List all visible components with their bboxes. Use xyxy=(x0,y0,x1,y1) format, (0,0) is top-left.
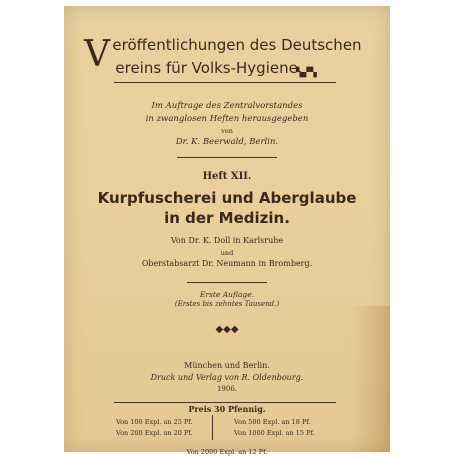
book-cover xyxy=(64,6,390,456)
title-line2: in der Medizin. xyxy=(164,209,290,227)
authors-rule xyxy=(187,282,267,283)
series-title-line2 xyxy=(46,59,372,77)
price-divider xyxy=(212,415,213,440)
edition-line1: Erste Auflage. xyxy=(199,290,255,299)
author-line3: Oberstabsarzt Dr. Neumann in Bromberg. xyxy=(141,259,313,268)
price-right-1: Von 500 Expl. an 18 Pf. xyxy=(234,418,311,426)
price-bottom-row xyxy=(64,439,390,458)
initial-letter: V xyxy=(84,34,110,75)
price-title: Preis 30 Pfennig. xyxy=(188,404,266,414)
publisher-line2: Druck und Verlag von R. Oldenbourg. xyxy=(150,373,304,382)
edition-line2: (Erstes bis zehntes Tausend.) xyxy=(174,300,280,308)
publisher-year: 1906. xyxy=(216,385,238,393)
price-bottom: Von 2000 Expl. an 12 Pf. xyxy=(186,448,268,456)
title-line1: Kurpfuscherei und Aberglaube xyxy=(97,189,357,207)
editor-line1: Im Auftrage des Zentralvorstandes xyxy=(151,101,303,111)
author-line2: und xyxy=(220,249,234,257)
series-title-text1: eröffentlichungen des Deutschen xyxy=(112,36,362,54)
price-left-2: Von 200 Expl. an 20 Pf. xyxy=(116,429,193,437)
price-right-2: Von 1000 Expl. an 15 Pf. xyxy=(234,429,315,437)
author-line1: Von Dr. K. Doll in Karlsruhe xyxy=(170,236,284,245)
price-top-rule xyxy=(114,402,336,403)
series-title-line1 xyxy=(64,36,390,54)
publisher-line1: München und Berlin. xyxy=(184,361,270,370)
issue-number: Heft XII. xyxy=(202,171,252,182)
editor-line3: von xyxy=(221,127,233,135)
editor-line2: in zwanglosen Heften herausgegeben xyxy=(145,114,309,124)
center-ornament-icon: ◆◆◆ xyxy=(215,324,239,335)
editor-line4: Dr. K. Beerwald, Berlin. xyxy=(175,137,279,147)
editor-rule xyxy=(177,157,277,158)
price-left-1: Von 100 Expl. an 25 Pf. xyxy=(116,418,193,426)
ornament-icon: ▚▞▚ xyxy=(296,68,317,78)
top-rule xyxy=(114,82,336,83)
series-title-text2: ereins für Volks-Hygiene. xyxy=(115,59,303,77)
